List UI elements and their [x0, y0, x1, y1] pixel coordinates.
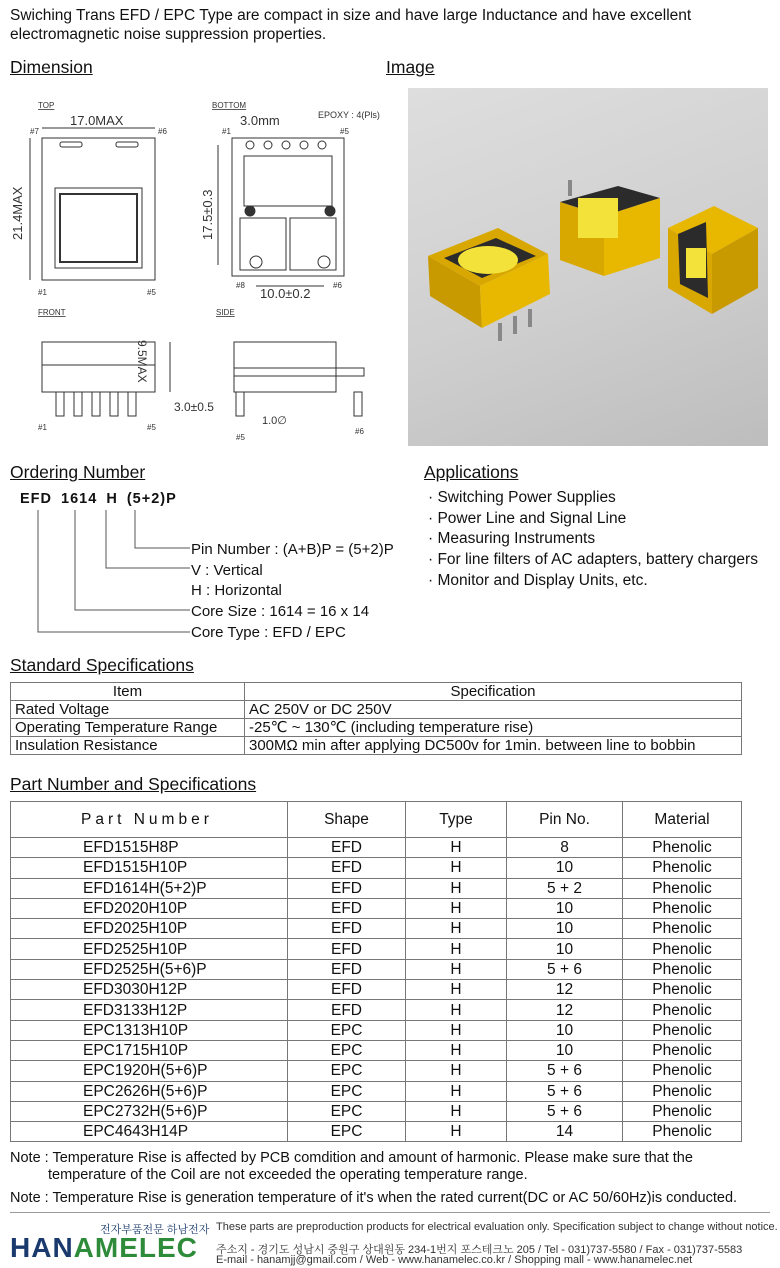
cell-part-number: EPC2732H(5+6)P	[11, 1101, 288, 1121]
table-row	[11, 980, 742, 1000]
table-row	[11, 1122, 742, 1142]
bottom-pin1: #1	[222, 127, 231, 136]
table-row	[11, 838, 742, 858]
table-row	[11, 1081, 742, 1101]
cell-pin-no: 10	[507, 919, 623, 939]
ordering-pin-line: Pin Number : (A+B)P = (5+2)P	[191, 541, 394, 558]
table-row	[11, 858, 742, 878]
spec-value: 300MΩ min after applying DC500v for 1min. between line to bobbin	[245, 737, 742, 755]
ordering-legend	[191, 540, 394, 644]
korean-tagline: 전자부품전문 하남전자	[100, 1224, 210, 1236]
spec-item: Insulation Resistance	[11, 737, 245, 755]
spec-value: AC 250V or DC 250V	[245, 701, 742, 719]
cell-material: Phenolic	[623, 858, 742, 878]
side-pin5: #5	[236, 433, 245, 440]
cell-pin-no: 12	[507, 1000, 623, 1020]
top-pin7: #7	[30, 127, 39, 136]
table-row	[11, 939, 742, 959]
notes	[10, 1150, 770, 1213]
cell-type: H	[406, 878, 507, 898]
side-dia-dim: 1.0∅	[262, 415, 287, 427]
parts-table	[10, 801, 742, 1142]
side-pin6: #6	[355, 427, 364, 436]
application-item: · Switching Power Supplies	[428, 489, 616, 506]
cell-material: Phenolic	[623, 1061, 742, 1081]
cell-material: Phenolic	[623, 898, 742, 918]
code-core-type: EFD	[20, 491, 52, 507]
cell-pin-no: 10	[507, 939, 623, 959]
cell-shape: EFD	[288, 939, 406, 959]
transformer-illustration	[408, 88, 768, 446]
table-row	[11, 1000, 742, 1020]
cell-material: Phenolic	[623, 959, 742, 979]
header-material: Material	[623, 802, 742, 838]
header-item: Item	[11, 683, 245, 701]
cell-part-number: EFD1515H10P	[11, 858, 288, 878]
ordering-core-size-line: Core Size : 1614 = 16 x 14	[191, 603, 370, 621]
cell-shape: EPC	[288, 1101, 406, 1121]
application-item: · Measuring Instruments	[428, 530, 596, 548]
applications-list	[428, 488, 758, 592]
cell-material: Phenolic	[623, 1081, 742, 1101]
table-row	[11, 878, 742, 898]
transformer-middle	[560, 180, 660, 276]
cell-pin-no: 8	[507, 838, 623, 858]
cell-type: H	[406, 838, 507, 858]
cell-material: Phenolic	[623, 1040, 742, 1060]
header-pin-no: Pin No.	[507, 802, 623, 838]
cell-material: Phenolic	[623, 980, 742, 1000]
cell-material: Phenolic	[623, 939, 742, 959]
cell-part-number: EFD2525H(5+6)P	[11, 959, 288, 979]
cell-material: Phenolic	[623, 1122, 742, 1142]
cell-type: H	[406, 939, 507, 959]
application-item: · Monitor and Display Units, etc.	[428, 571, 648, 589]
cell-shape: EFD	[288, 838, 406, 858]
application-item: · For line filters of AC adapters, battery chargers	[428, 551, 758, 569]
table-row	[11, 701, 742, 719]
front-pin1: #1	[38, 423, 47, 432]
cell-shape: EPC	[288, 1061, 406, 1081]
spec-item: Rated Voltage	[11, 701, 245, 719]
top-width-dim: 17.0MAX	[70, 113, 124, 128]
cell-pin-no: 5 + 6	[507, 1081, 623, 1101]
cell-part-number: EFD2025H10P	[11, 919, 288, 939]
cell-part-number: EPC1715H10P	[11, 1040, 288, 1060]
cell-type: H	[406, 959, 507, 979]
logo-han: HAN	[10, 1232, 74, 1263]
transformer-left	[428, 228, 550, 341]
cell-part-number: EFD1515H8P	[11, 838, 288, 858]
ordering-leader-lines	[0, 505, 200, 637]
cell-shape: EFD	[288, 919, 406, 939]
bottom-height-dim: 17.5±0.3	[200, 189, 215, 240]
front-pin5: #5	[147, 423, 156, 432]
ordering-vertical-line: V : Vertical	[191, 561, 263, 579]
cell-part-number: EPC1920H(5+6)P	[11, 1061, 288, 1081]
cell-pin-no: 5 + 6	[507, 1061, 623, 1081]
side-view-body	[234, 342, 336, 392]
bottom-pin5: #5	[340, 127, 349, 136]
cell-type: H	[406, 980, 507, 1000]
footer-divider	[10, 1212, 770, 1213]
cell-pin-no: 10	[507, 1020, 623, 1040]
top-pin1: #1	[38, 288, 47, 297]
logo-amelec: AMELEC	[73, 1232, 198, 1263]
applications-heading: Applications	[424, 462, 519, 482]
pitch-dim: 3.0mm	[240, 113, 280, 128]
note-2: Note : Temperature Rise is generation temperature of it's when the rated current(DC or AC 50/60Hz)is conducted.	[10, 1190, 738, 1206]
cell-shape: EPC	[288, 1020, 406, 1040]
cell-shape: EFD	[288, 980, 406, 1000]
cell-type: H	[406, 1040, 507, 1060]
cell-material: Phenolic	[623, 878, 742, 898]
image-heading: Image	[386, 57, 435, 77]
header-type: Type	[406, 802, 507, 838]
cell-type: H	[406, 858, 507, 878]
cell-type: H	[406, 919, 507, 939]
front-pin-dim: 3.0±0.5	[174, 400, 214, 414]
cell-shape: EFD	[288, 959, 406, 979]
header-shape: Shape	[288, 802, 406, 838]
standard-spec-table	[10, 682, 742, 755]
parts-heading: Part Number and Specifications	[10, 774, 257, 794]
table-header-row	[11, 683, 742, 701]
cell-pin-no: 5 + 6	[507, 1101, 623, 1121]
cell-shape: EPC	[288, 1081, 406, 1101]
ordering-core-type-line: Core Type : EFD / EPC	[191, 623, 346, 641]
front-height-dim: 9.5MAX	[135, 340, 149, 383]
cell-shape: EFD	[288, 1000, 406, 1020]
cell-shape: EPC	[288, 1040, 406, 1060]
table-row	[11, 1101, 742, 1121]
cell-pin-no: 14	[507, 1122, 623, 1142]
code-pins: (5+2)P	[126, 491, 177, 507]
cell-material: Phenolic	[623, 1020, 742, 1040]
cell-shape: EFD	[288, 898, 406, 918]
cell-pin-no: 10	[507, 898, 623, 918]
cell-part-number: EPC1313H10P	[11, 1020, 288, 1040]
cell-shape: EPC	[288, 1122, 406, 1142]
product-photo	[408, 88, 768, 446]
bottom-width-dim: 10.0±0.2	[260, 286, 311, 301]
front-pins	[56, 392, 136, 416]
dimension-heading: Dimension	[10, 57, 93, 77]
spec-value: -25℃ ~ 130℃ (including temperature rise)	[245, 719, 742, 737]
cell-part-number: EFD2020H10P	[11, 898, 288, 918]
cell-part-number: EPC2626H(5+6)P	[11, 1081, 288, 1101]
cell-type: H	[406, 1081, 507, 1101]
front-label: FRONT	[38, 308, 66, 317]
cell-material: Phenolic	[623, 1101, 742, 1121]
header-part-number: Part Number	[11, 802, 288, 838]
cell-type: H	[406, 1020, 507, 1040]
table-row	[11, 1061, 742, 1081]
top-pin6: #6	[158, 127, 167, 136]
cell-type: H	[406, 1061, 507, 1081]
cell-type: H	[406, 898, 507, 918]
cell-part-number: EFD3030H12P	[11, 980, 288, 1000]
table-header-row	[11, 802, 742, 838]
code-core-size: 1614	[61, 491, 98, 507]
top-view-body	[42, 138, 155, 280]
table-row	[11, 737, 742, 755]
cell-part-number: EPC4643H14P	[11, 1122, 288, 1142]
footer-address: 주소지 - 경기도 성남시 중원구 상대원동 234-1번지 포스테크노 205 / Tel - 031)737-5580 / Fax - 031)737-5583	[216, 1244, 743, 1256]
table-row	[11, 919, 742, 939]
cell-material: Phenolic	[623, 838, 742, 858]
spec-item: Operating Temperature Range	[11, 719, 245, 737]
cell-pin-no: 5 + 6	[507, 959, 623, 979]
dimension-drawing	[0, 90, 400, 440]
cell-type: H	[406, 1122, 507, 1142]
cell-part-number: EFD1614H(5+2)P	[11, 878, 288, 898]
cell-pin-no: 10	[507, 858, 623, 878]
top-pin5: #5	[147, 288, 156, 297]
cell-type: H	[406, 1101, 507, 1121]
table-row	[11, 898, 742, 918]
top-height-dim: 21.4MAX	[10, 186, 25, 240]
bottom-pin6: #6	[333, 281, 342, 290]
code-mount: H	[106, 491, 118, 507]
cell-pin-no: 12	[507, 980, 623, 1000]
table-row	[11, 719, 742, 737]
cell-material: Phenolic	[623, 1000, 742, 1020]
application-item: · Power Line and Signal Line	[428, 509, 627, 527]
table-row	[11, 1040, 742, 1060]
cell-pin-no: 5 + 2	[507, 878, 623, 898]
cell-shape: EFD	[288, 878, 406, 898]
top-label: TOP	[38, 101, 55, 110]
bottom-pin8: #8	[236, 281, 245, 290]
cell-material: Phenolic	[623, 919, 742, 939]
cell-type: H	[406, 1000, 507, 1020]
table-row	[11, 1020, 742, 1040]
cell-pin-no: 10	[507, 1040, 623, 1060]
side-label: SIDE	[216, 308, 235, 317]
epoxy-label: EPOXY : 4(Pls)	[318, 110, 380, 120]
footer-disclaimer: These parts are preproduction products for electrical evaluation only. Specification subject to change without notice.	[216, 1221, 778, 1233]
ordering-horizontal-line: H : Horizontal	[191, 582, 282, 600]
bottom-label: BOTTOM	[212, 101, 247, 110]
cell-shape: EFD	[288, 858, 406, 878]
table-row	[11, 959, 742, 979]
header-specification: Specification	[245, 683, 742, 701]
standard-heading: Standard Specifications	[10, 655, 194, 675]
footer-contact: E-mail - hanamjj@gmail.com / Web - www.hanamelec.co.kr / Shopping mall - www.hanamelec.net	[216, 1254, 693, 1266]
note-1: Note : Temperature Rise is affected by PCB comdition and amount of harmonic. Please make sure that the temperature of the Coil are not exceeded the operating temperature range.	[10, 1150, 693, 1183]
transformer-right	[668, 206, 758, 314]
intro-text: Swiching Trans EFD / EPC Type are compact in size and have large Inductance and have excellent electromagnetic noise suppression properties.	[10, 7, 692, 43]
cell-part-number: EFD3133H12P	[11, 1000, 288, 1020]
ordering-heading: Ordering Number	[10, 462, 146, 482]
cell-part-number: EFD2525H10P	[11, 939, 288, 959]
